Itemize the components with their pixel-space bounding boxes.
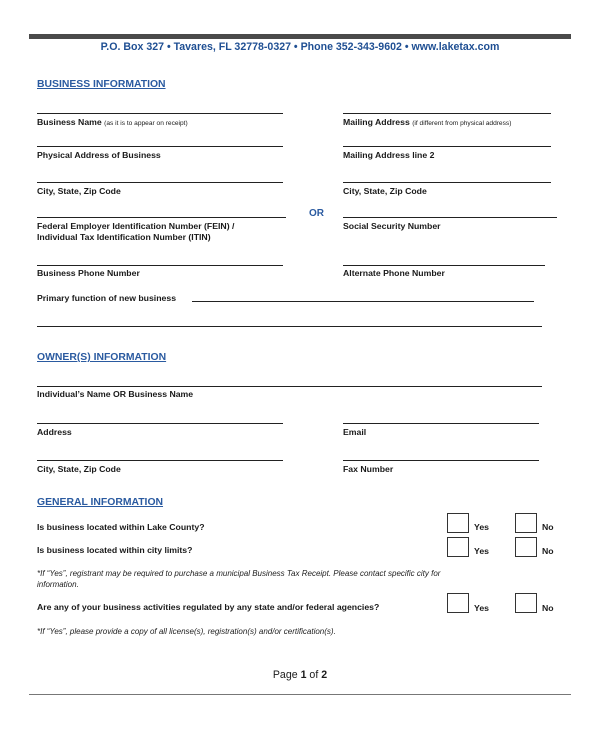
question-lake-county: Is business located within Lake County? [37,522,205,532]
city-state-zip-field[interactable] [37,182,283,183]
mailing-address-field[interactable] [343,113,551,114]
email-label: Email [343,427,367,437]
primary-function-label: Primary function of new business [37,293,177,303]
header-rule [29,34,571,39]
mailing-city-state-zip-label: City, State, Zip Code [343,186,427,196]
lake-county-no-checkbox[interactable] [515,513,537,533]
regulated-no-checkbox[interactable] [515,593,537,613]
primary-function-field[interactable] [192,301,534,302]
lake-county-yes-label: Yes [474,522,489,532]
question-regulated-activities: Are any of your business activities regulated by any state and/or federal agencies? [37,602,380,612]
owner-city-state-zip-field[interactable] [37,460,283,461]
contact-info: P.O. Box 327 • Tavares, FL 32778-0327 • Phone 352-343-9602 • www.laketax.com [100,41,500,53]
primary-function-field-line2[interactable] [37,326,542,327]
fein-field[interactable] [37,217,286,218]
lake-county-yes-checkbox[interactable] [447,513,469,533]
owner-address-label: Address [37,427,72,437]
fein-label-line2: Individual Tax Identification Number (ITIN) [37,232,211,242]
email-field[interactable] [343,423,539,424]
business-phone-label: Business Phone Number [37,268,140,278]
footer-rule [29,694,571,695]
owner-city-state-zip-label: City, State, Zip Code [37,464,121,474]
city-limits-no-checkbox[interactable] [515,537,537,557]
city-limits-yes-checkbox[interactable] [447,537,469,557]
mailing-address-label: Mailing Address (if different from physical address) [343,117,512,127]
ssn-label: Social Security Number [343,221,441,231]
question-city-limits: Is business located within city limits? [37,545,193,555]
mailing-address-line2-field[interactable] [343,146,551,147]
ssn-field[interactable] [343,217,557,218]
lake-county-no-label: No [542,522,554,532]
page-number: Page 1 of 2 [272,669,328,681]
owner-address-field[interactable] [37,423,283,424]
license-copy-note: *If “Yes”, please provide a copy of all license(s), registration(s) and/or certification(s). [37,627,336,636]
section-heading-business: BUSINESS INFORMATION [37,79,166,90]
regulated-yes-checkbox[interactable] [447,593,469,613]
business-phone-field[interactable] [37,265,283,266]
mailing-city-state-zip-field[interactable] [343,182,551,183]
section-heading-owner: OWNER(S) INFORMATION [37,352,167,363]
city-receipt-note: *If “Yes”, registrant may be required to purchase a municipal Business Tax Receipt. Please contact specific city for information. [37,569,441,589]
section-heading-general: GENERAL INFORMATION [37,497,164,508]
city-limits-yes-label: Yes [474,546,489,556]
fax-label: Fax Number [343,464,394,474]
physical-address-label: Physical Address of Business [37,150,161,160]
physical-address-field[interactable] [37,146,283,147]
individual-name-label: Individual’s Name OR Business Name [37,389,194,399]
fein-label-line1: Federal Employer Identification Number (FEIN) / [37,221,235,231]
or-separator: OR [309,208,324,219]
regulated-no-label: No [542,603,554,613]
alternate-phone-field[interactable] [343,265,545,266]
city-state-zip-label: City, State, Zip Code [37,186,121,196]
mailing-address-line2-label: Mailing Address line 2 [343,150,435,160]
fax-field[interactable] [343,460,539,461]
regulated-yes-label: Yes [474,603,489,613]
individual-name-field[interactable] [37,386,542,387]
business-name-label: Business Name (as it is to appear on receipt) [37,117,188,127]
alternate-phone-label: Alternate Phone Number [343,268,445,278]
business-name-field[interactable] [37,113,283,114]
city-limits-no-label: No [542,546,554,556]
